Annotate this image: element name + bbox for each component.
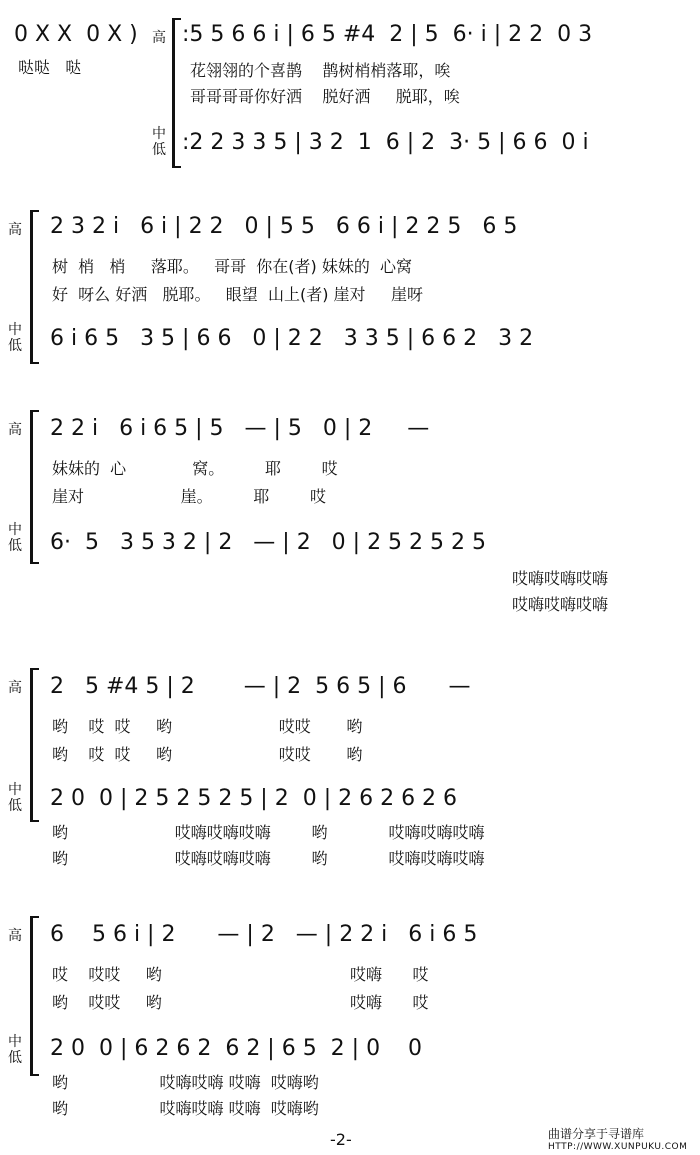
intro-notes: 0 X X 0 X ): [14, 22, 138, 47]
part-label-high: 高: [8, 680, 22, 696]
lyrics-verse2: [0, 486, 700, 510]
lyric-line: 哎嗨哎嗨哎嗨: [512, 595, 609, 614]
lyrics-verse2: [0, 992, 700, 1016]
lyric-line: 哎 哎哎 哟 哎嗨 哎: [52, 965, 429, 984]
high-voice: [0, 920, 700, 952]
part-label-midlow: 中 低: [8, 782, 22, 814]
lyric-line: 妹妹的 心 窝。 耶 哎: [52, 459, 338, 478]
high-notes: :5 5 6 6 i | 6 5 #4 2 | 5 6· i | 2 2 0 3: [182, 22, 593, 47]
lyrics-verse1: [0, 60, 700, 84]
lyric-line: 好 呀么 好洒 脱耶。 眼望 山上(者) 崖对 崖呀: [52, 285, 423, 304]
footer-credit: 曲谱分享于寻谱库: [548, 1127, 645, 1141]
lyric-line: 树 梢 梢 落耶。 哥哥 你在(者) 妹妹的 心窝: [52, 257, 413, 276]
low-lyrics-verse1: [0, 1072, 700, 1096]
low-notes: 2 0 0 | 6 2 6 2 6 2 | 6 5 2 | 0 0: [50, 1036, 423, 1061]
high-voice: [0, 212, 700, 244]
lyrics-verse2: [0, 744, 700, 768]
lyric-line: 哥哥哥哥你好洒 脱好洒 脱耶，唉: [190, 87, 460, 106]
low-voice: [0, 784, 700, 816]
part-label-high: 高: [152, 30, 166, 46]
part-label-high: 高: [8, 222, 22, 238]
system-3: [0, 400, 700, 620]
part-label-midlow: 中 低: [8, 1034, 22, 1066]
high-voice: [0, 672, 700, 704]
lyric-line: 哟 哎嗨哎嗨 哎嗨 哎嗨哟: [52, 1099, 319, 1118]
high-voice: [0, 20, 700, 52]
lyric-line: 哟 哎嗨哎嗨哎嗨 哟 哎嗨哎嗨哎嗨: [52, 823, 485, 842]
low-voice: [0, 324, 700, 356]
system-1: [0, 0, 700, 180]
part-label-midlow: 中 低: [8, 322, 22, 354]
lyrics-verse2: [0, 86, 700, 110]
low-lyrics-verse2: [0, 1098, 700, 1122]
lyric-line: 哟 哎 哎 哟 哎哎 哟: [52, 717, 363, 736]
high-notes: 2 2 i 6 i 6 5 | 5 — | 5 0 | 2 —: [50, 416, 430, 441]
lyric-line: 哟 哎哎 哟 哎嗨 哎: [52, 993, 429, 1012]
lyric-line: 崖对 崖。 耶 哎: [52, 487, 327, 506]
lyric-line: 花翎翎的个喜鹊 鹊树梢梢落耶，唉: [190, 61, 451, 80]
low-notes: 2 0 0 | 2 5 2 5 2 5 | 2 0 | 2 6 2 6 2 6: [50, 786, 458, 811]
lyric-line: 哟 哎嗨哎嗨哎嗨 哟 哎嗨哎嗨哎嗨: [52, 849, 485, 868]
low-notes: 6· 5 3 5 3 2 | 2 — | 2 0 | 2 5 2 5 2 5: [50, 530, 487, 555]
high-voice: [0, 414, 700, 446]
system-4: [0, 650, 700, 870]
lyrics-verse2: [0, 284, 700, 308]
part-label-high: 高: [8, 928, 22, 944]
low-lyrics-verse1: [0, 568, 700, 592]
lyrics-verse1: [0, 458, 700, 482]
lyrics-verse1: [0, 256, 700, 280]
intro-lyric: 哒哒 哒: [18, 58, 82, 77]
low-notes: :2 2 3 3 5 | 3 2 1 6 | 2 3· 5 | 6 6 0 i: [182, 130, 589, 155]
low-voice: [0, 528, 700, 560]
footer-url: HTTP://WWW.XUNPUKU.COM: [548, 1142, 688, 1152]
low-voice: [0, 128, 700, 160]
system-5: [0, 900, 700, 1120]
high-notes: 2 3 2 i 6 i | 2 2 0 | 5 5 6 6 i | 2 2 5 6 5: [50, 214, 518, 239]
low-lyrics-verse2: [0, 848, 700, 872]
part-label-midlow: 中 低: [152, 126, 166, 158]
lyrics-verse1: [0, 964, 700, 988]
high-notes: 6 5 6 i | 2 — | 2 — | 2 2 i 6 i 6 5: [50, 922, 478, 947]
part-label-high: 高: [8, 422, 22, 438]
low-notes: 6 i 6 5 3 5 | 6 6 0 | 2 2 3 3 5 | 6 6 2 3 2: [50, 326, 534, 351]
lyric-line: 哟 哎嗨哎嗨 哎嗨 哎嗨哟: [52, 1073, 319, 1092]
lyrics-verse1: [0, 716, 700, 740]
part-label-midlow: 中 低: [8, 522, 22, 554]
low-lyrics-verse2: [0, 594, 700, 618]
lyric-line: 哎嗨哎嗨哎嗨: [512, 569, 609, 588]
system-2: [0, 200, 700, 380]
high-notes: 2 5 #4 5 | 2 — | 2 5 6 5 | 6 —: [50, 674, 471, 699]
page-number: -2-: [330, 1130, 352, 1149]
low-voice: [0, 1034, 700, 1066]
low-lyrics-verse1: [0, 822, 700, 846]
lyric-line: 哟 哎 哎 哟 哎哎 哟: [52, 745, 363, 764]
